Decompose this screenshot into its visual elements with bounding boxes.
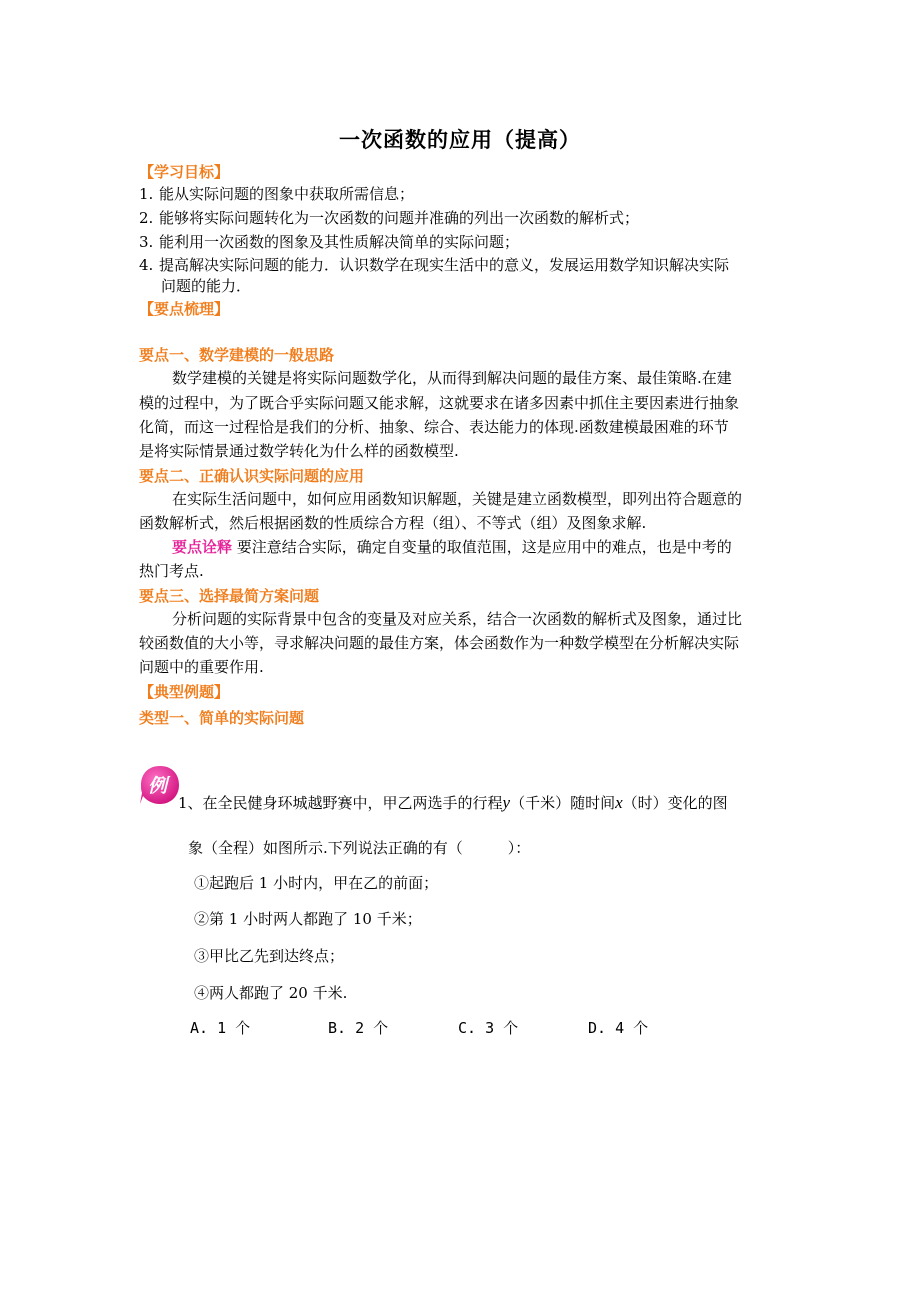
statement-item: ③甲比乙先到达终点； [194, 947, 345, 965]
keypoint-two-line: 在实际生活问题中，如何应用函数知识解题，关键是建立函数模型，即列出符合题意的 [172, 490, 743, 508]
objective-item [139, 208, 639, 228]
statement-item: ④两人都跑了 20 千米. [194, 984, 348, 1002]
objective-item [139, 255, 729, 275]
keypoint-two-note-line: 热门考点. [139, 562, 204, 580]
objective-number: 3. [139, 233, 154, 251]
objectives-label: 【学习目标】 [139, 163, 230, 181]
question-mid: （千米）随时间 [510, 794, 616, 812]
keypoint-three-line: 问题中的重要作用. [139, 658, 264, 676]
keypoints-label: 【要点梳理】 [139, 300, 230, 318]
question-suffix: （时）变化的图 [622, 794, 728, 812]
statement-item: ②第 1 小时两人都跑了 10 千米； [194, 910, 422, 928]
example-badge-icon [139, 764, 181, 806]
type-one-heading: 类型一、简单的实际问题 [139, 709, 305, 727]
question-line-two: 象（全程）如图所示.下列说法正确的有（ ）： [188, 839, 531, 857]
objective-number: 1. [139, 185, 154, 203]
objective-item [139, 232, 519, 252]
objective-text: 提高解决实际问题的能力．认识数学在现实生活中的意义，发展运用数学知识解决实际 [159, 256, 730, 274]
keypoint-two-line: 函数解析式，然后根据函数的性质综合方程（组）、不等式（组）及图象求解. [139, 514, 647, 532]
statement-item: ①起跑后 1 小时内，甲在乙的前面； [194, 874, 439, 892]
objective-text: 能从实际问题的图象中获取所需信息； [159, 185, 415, 203]
keypoint-three-line: 分析问题的实际背景中包含的变量及对应关系，结合一次函数的解析式及图象，通过比 [172, 610, 743, 628]
example-badge-label: 例 [148, 775, 168, 797]
keypoint-one-line: 数学建模的关键是将实际问题数学化，从而得到解决问题的最佳方案、最佳策略.在建 [172, 369, 732, 387]
objective-continuation: 问题的能力． [161, 277, 252, 295]
examples-label: 【典型例题】 [139, 683, 230, 701]
option-c: C. 3 个 [458, 1019, 519, 1037]
objective-number: 4. [139, 256, 154, 274]
objective-text: 能利用一次函数的图象及其性质解决简单的实际问题； [159, 233, 520, 251]
option-b: B. 2 个 [328, 1019, 389, 1037]
objective-text: 能够将实际问题转化为一次函数的问题并准确的列出一次函数的解析式； [159, 209, 640, 227]
keypoint-three-line: 较函数值的大小等，寻求解决问题的最佳方案，体会函数作为一种数学模型在分析解决实际 [139, 634, 740, 652]
keypoint-one-heading: 要点一、数学建模的一般思路 [139, 346, 335, 364]
keypoint-one-line: 模的过程中，为了既合乎实际问题又能求解，这就要求在诸多因素中抓住主要因素进行抽象 [139, 394, 740, 412]
objective-number: 2. [139, 209, 154, 227]
variable-x: x [615, 793, 623, 812]
option-d: D. 4 个 [588, 1019, 649, 1037]
keypoint-two-heading: 要点二、正确认识实际问题的应用 [139, 467, 365, 485]
keypoint-three-heading: 要点三、选择最简方案问题 [139, 587, 320, 605]
question-prefix: 1、在全民健身环城越野赛中，甲乙两选手的行程 [178, 794, 503, 812]
option-a: A. 1 个 [190, 1019, 251, 1037]
question-line-one [178, 792, 728, 813]
keypoint-one-line: 是将实际情景通过数学转化为什么样的函数模型. [139, 442, 459, 460]
variable-y: y [502, 793, 511, 812]
note-label: 要点诠释 [172, 538, 233, 556]
objective-item [139, 184, 414, 204]
note-text: 要注意结合实际，确定自变量的取值范围，这是应用中的难点，也是中考的 [236, 538, 732, 556]
keypoint-two-note [172, 537, 732, 557]
keypoint-one-line: 化简，而这一过程恰是我们的分析、抽象、综合、表达能力的体现.函数建模最困难的环节 [139, 418, 729, 436]
page-title: 一次函数的应用（提高） [339, 128, 581, 152]
